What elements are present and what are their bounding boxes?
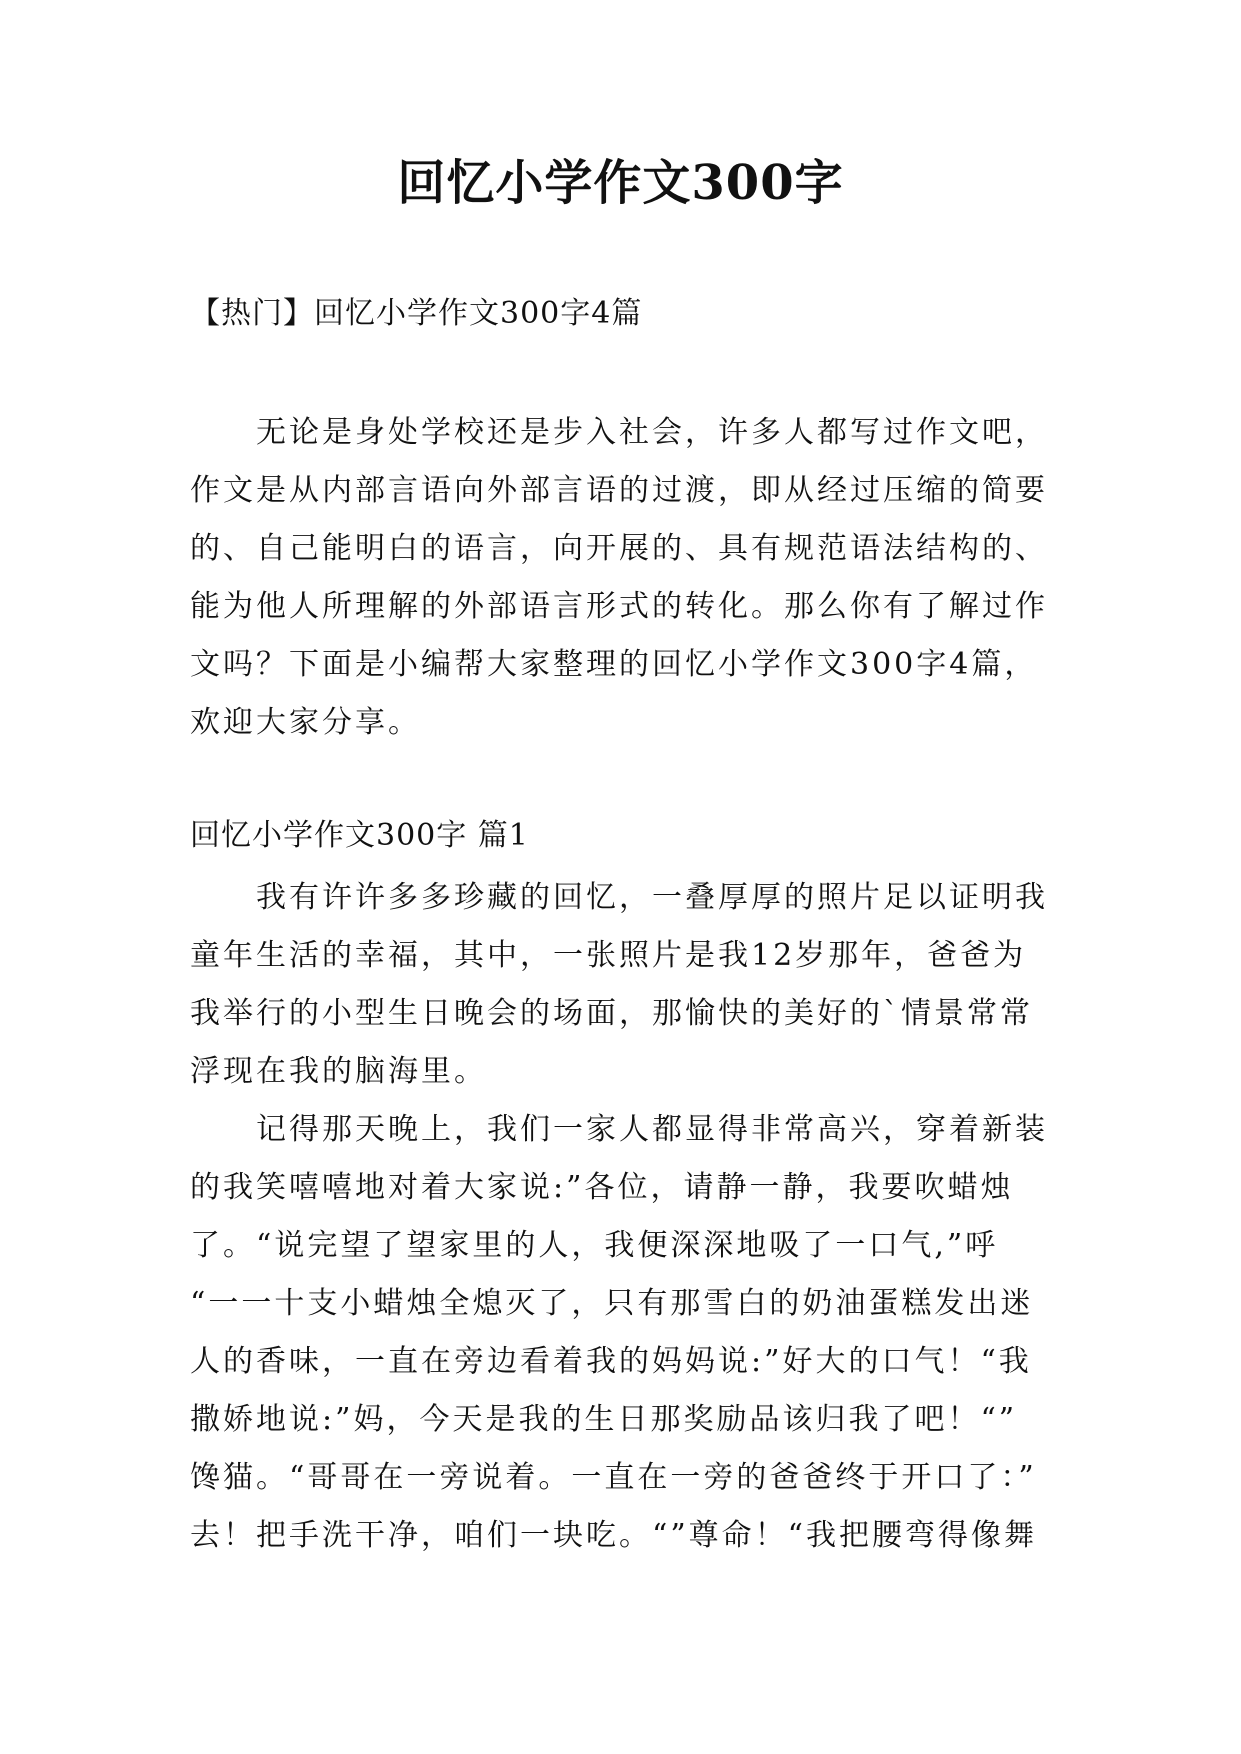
essay-line: 了。“说完望了望家里的人，我便深深地吸了一口气,”呼 bbox=[190, 1228, 999, 1263]
essay-line: 浮现在我的脑海里。 bbox=[190, 1054, 487, 1089]
essay-line: 我有许许多多珍藏的回忆，一叠厚厚的照片足以证明我 bbox=[190, 880, 1048, 915]
essay-line: “一一十支小蜡烛全熄灭了，只有那雪白的奶油蛋糕发出迷 bbox=[190, 1286, 1034, 1321]
intro-paragraph bbox=[190, 404, 1090, 752]
intro-line: 能为他人所理解的外部语言形式的转化。那么你有了解过作 bbox=[190, 589, 1048, 624]
intro-line: 的、自己能明白的语言，向开展的、具有规范语法结构的、 bbox=[190, 531, 1048, 566]
document-subtitle: 【热门】回忆小学作文300字4篇 bbox=[190, 296, 643, 331]
section-heading: 回忆小学作文300字 篇1 bbox=[190, 818, 529, 853]
essay-line: 的我笑嘻嘻地对着大家说:”各位，请静一静，我要吹蜡烛 bbox=[190, 1170, 1014, 1205]
document-title: 回忆小学作文300字 bbox=[397, 155, 844, 211]
intro-line: 无论是身处学校还是步入社会，许多人都写过作文吧， bbox=[190, 415, 1048, 450]
essay-line: 童年生活的幸福，其中，一张照片是我12岁那年，爸爸为 bbox=[190, 938, 1027, 973]
essay-line: 馋猫。“哥哥在一旁说着。一直在一旁的爸爸终于开口了：” bbox=[190, 1460, 1037, 1495]
intro-line: 作文是从内部言语向外部言语的过渡，即从经过压缩的简要 bbox=[190, 473, 1048, 508]
intro-line: 文吗？下面是小编帮大家整理的回忆小学作文300字4篇， bbox=[190, 647, 1038, 682]
essay-line: 去！把手洗干净，咱们一块吃。“”尊命！“我把腰弯得像舞 bbox=[190, 1518, 1038, 1553]
essay-body bbox=[190, 869, 1090, 1565]
essay-line: 人的香味，一直在旁边看着我的妈妈说:”好大的口气！“我 bbox=[190, 1344, 1032, 1379]
essay-line: 记得那天晚上，我们一家人都显得非常高兴，穿着新装 bbox=[190, 1112, 1048, 1147]
essay-line: 撒娇地说:”妈，今天是我的生日那奖励品该归我了吧！“” bbox=[190, 1402, 1018, 1437]
intro-line: 欢迎大家分享。 bbox=[190, 705, 421, 740]
essay-line: 我举行的小型生日晚会的场面，那愉快的美好的`情景常常 bbox=[190, 996, 1033, 1031]
